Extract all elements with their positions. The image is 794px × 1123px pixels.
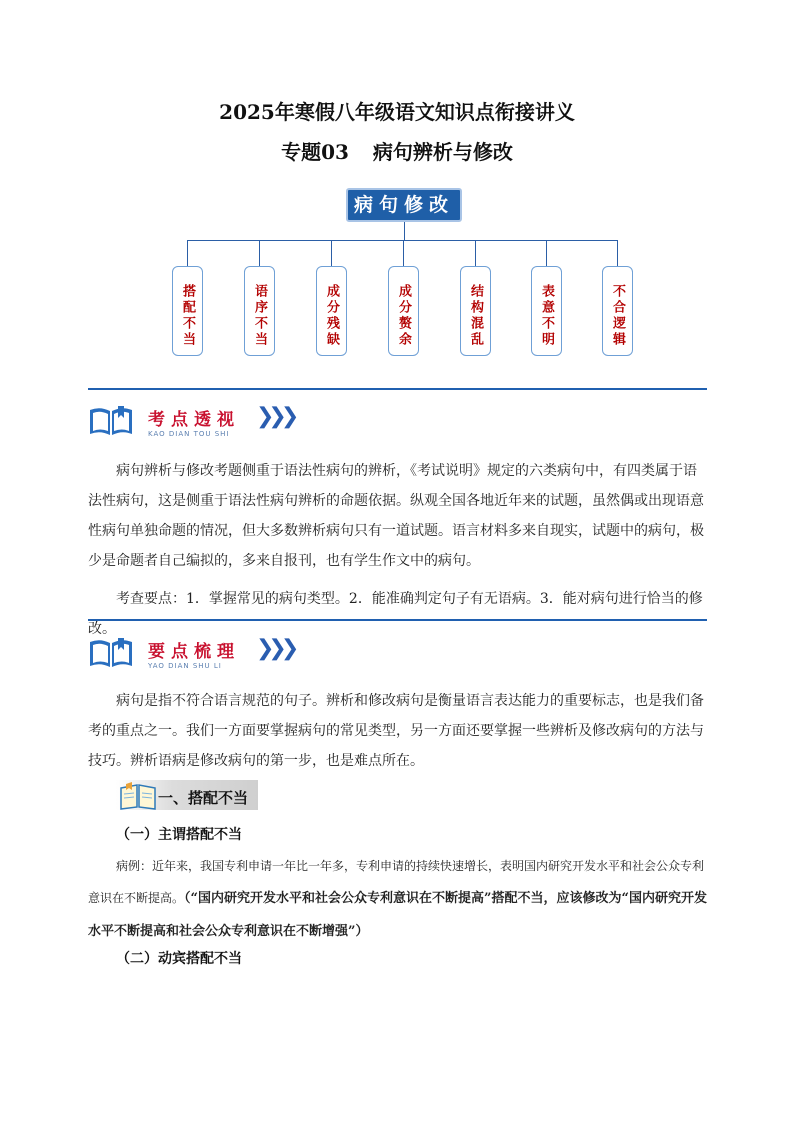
diagram-leaf: 成分赘余 (388, 266, 419, 356)
section-divider (88, 619, 707, 621)
subtitle-text: 病句辨析与修改 (372, 140, 513, 164)
diagram-branch-line (187, 240, 617, 241)
subtitle-prefix: 专题03 (281, 140, 349, 164)
section-divider (88, 388, 707, 390)
subsection-title: （二）动宾搭配不当 (116, 951, 242, 967)
diagram-leaf-connector (187, 240, 188, 266)
diagram-leaf-connector (331, 240, 332, 266)
paragraph: 考查要点：1．掌握常见的病句类型。2．能准确判定句子有无语病。3．能对病句进行恰当的修改。 (88, 591, 703, 637)
book-icon (118, 780, 158, 814)
diagram-leaf: 表意不明 (531, 266, 562, 356)
section-title: 考点透视 (148, 410, 240, 430)
diagram-leaf-connector (617, 240, 618, 266)
paragraph: 病句辨析与修改考题侧重于语法性病句的辨析，《考试说明》规定的六类病句中，有四类属于语法性病句，这是侧重于语法性病句辨析的命题依据。纵观全国各地近年来的试题，虽然偶或出现语意性病句单独命题的情况，但大多数辨析病句只有一道试题。语言材料多来自现实，试题中的病句，极少是命题者自己编拟的，多来自报刊，也有学生作文中的病句。 (88, 463, 704, 569)
section-pinyin: YAO DIAN SHU LI (148, 662, 222, 670)
example-correction: （“国内研究开发水平和社会公众专利意识在不断提高”搭配不当，应该修改为“国内研究开发水平不断提高和社会公众专利意识在不断增强”） (88, 891, 707, 939)
section-pinyin: KAO DIAN TOU SHI (148, 430, 230, 438)
diagram-leaf: 语序不当 (244, 266, 275, 356)
open-book-icon (88, 636, 134, 674)
chevron-right-icon: ❯❯❯ (256, 404, 294, 429)
example-sentence: 病例：近年来，我国专利申请一年比一年多，专利申请的持续快速增长，表明国内研究开发水平和社会公众专利意识在不断提高。 (88, 859, 705, 905)
diagram-leaf: 结构混乱 (460, 266, 491, 356)
document-subtitle (0, 136, 794, 165)
section-title: 要点梳理 (148, 642, 240, 662)
document-title: 2025年寒假八年级语文知识点衔接讲义 (219, 100, 575, 124)
diagram-leaf: 成分残缺 (316, 266, 347, 356)
diagram-root-connector (404, 222, 405, 240)
subsection-title: （一）主谓搭配不当 (116, 827, 242, 843)
chevron-right-icon: ❯❯❯ (256, 636, 294, 661)
diagram-leaf: 搭配不当 (172, 266, 203, 356)
diagram-leaf: 不合逻辑 (602, 266, 633, 356)
diagram-leaf-connector (546, 240, 547, 266)
section1-body (88, 456, 710, 644)
section2-body (88, 686, 710, 776)
open-book-icon (88, 404, 134, 442)
diagram-leaf-connector (475, 240, 476, 266)
paragraph: 病句是指不符合语言规范的句子。辨析和修改病句是衡量语言表达能力的重要标志，也是我们备考的重点之一。我们一方面要掌握病句的常见类型，另一方面还要掌握一些辨析及修改病句的方法与技巧。辨析语病是修改病句的第一步，也是难点所在。 (88, 693, 704, 769)
part-title: 一、搭配不当 (158, 789, 249, 807)
diagram-leaf-connector (259, 240, 260, 266)
diagram-root: 病句修改 (346, 188, 462, 222)
diagram-leaf-connector (403, 240, 404, 266)
example-block (88, 850, 710, 948)
